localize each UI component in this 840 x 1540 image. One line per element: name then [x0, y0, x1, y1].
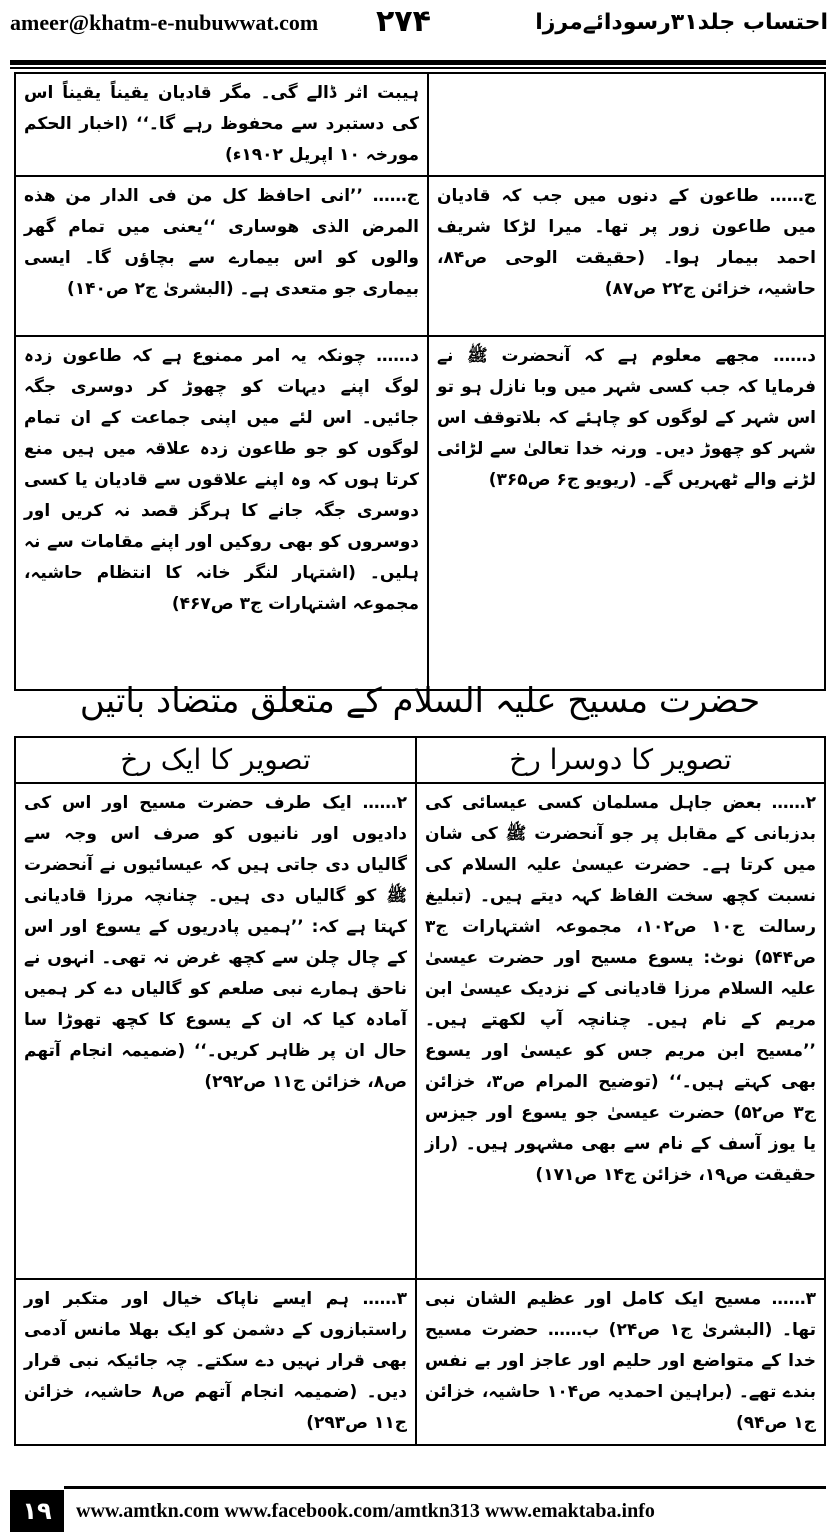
- column-header-right: تصویر کا ایک رخ: [15, 737, 416, 783]
- column-header-left: تصویر کا دوسرا رخ: [416, 737, 825, 783]
- table-cell-left: د…… مجھے معلوم ہے کہ آنحضرت ﷺ نے فرمایا کہ جب کسی شہر میں وبا نازل ہو تو اس شہر کے لوگوں کو چاہئے کہ بلاتوقف اس شہر کو چھوڑ دیں۔ ورنہ خدا تعالیٰ سے لڑائی لڑنے والے ٹھہریں گے۔ (ریویو ج۶ ص۳۶۵): [428, 336, 825, 690]
- table-row: [15, 1279, 825, 1445]
- footer-rule: [64, 1486, 826, 1489]
- table-header-row: [15, 737, 825, 783]
- table-cell-right: ج…… ’’انی احافظ کل من فی الدار من هذه المرض الذی هوساری ‘‘یعنی میں تمام گھر والوں کو اس بیمارے سے بچاؤں گا۔ ایسی بیماری جو متعدی ہے۔ (البشریٰ ج۲ ص۱۴۰): [15, 176, 428, 336]
- table-row: [15, 73, 825, 176]
- table-cell-left: ۲…… بعض جاہل مسلمان کسی عیسائی کی بدزبانی کے مقابل پر جو آنحضرت ﷺ کی شان میں کرتا ہے۔ حضرت عیسیٰ علیہ السلام کی نسبت کچھ سخت الفاظ کہہ دیتے ہیں۔ (تبلیغ رسالت ج۱۰ ص۱۰۲، مجموعہ اشتہارات ج۳ ص۵۴۴) نوٹ: یسوع مسیح اور حضرت عیسیٰ علیہ السلام مرزا قادیانی کے نزدیک عیسیٰ ابن مریم کے نام ہیں۔ چنانچہ آپ لکھتے ہیں۔ ’’مسیح ابن مریم جس کو عیسیٰ اور یسوع بھی کہتے ہیں۔‘‘ (توضیح المرام ص۳، خزائن ج۳ ص۵۲) حضرت عیسیٰ جو یسوع اور جیزس یا یوز آسف کے نام سے بھی مشہور ہیں۔ (راز حقیقت ص۱۹، خزائن ج۱۴ ص۱۷۱): [416, 783, 825, 1279]
- header-series-title: احتساب جلد۳۱رسودائےمرزا: [535, 10, 828, 35]
- table-cell-left: ۳…… مسیح ایک کامل اور عظیم الشان نبی تھا۔ (البشریٰ ج۱ ص۲۴) ب…… حضرت مسیح خدا کے متواضع اور حلیم اور عاجز اور بے نفس بندے تھے۔ (براہین احمدیہ ص۱۰۴ حاشیہ، خزائن ج۱ ص۹۴): [416, 1279, 825, 1445]
- table-cell-right: د…… چونکہ یہ امر ممنوع ہے کہ طاعون زدہ لوگ اپنے دیہات کو چھوڑ کر دوسری جگہ جائیں۔ اس لئے میں اپنی جماعت کے ان تمام لوگوں کو جو طاعون زدہ علاقہ میں ہیں منع کرتا ہوں کہ وہ اپنے علاقوں سے قادیان یا کسی دوسری جگہ جانے کا ہرگز قصد نہ کریں اور دوسروں کو بھی روکیں اور اپنے مقامات سے نہ ہلیں۔ (اشتہار لنگر خانہ کا انتظام حاشیہ، مجموعہ اشتہارات ج۳ ص۴۶۷): [15, 336, 428, 690]
- section-title: حضرت مسیح علیہ السلام کے متعلق متضاد باتیں: [79, 681, 761, 721]
- table-cell-left: [428, 73, 825, 176]
- table-cell-right: ۲…… ایک طرف حضرت مسیح اور اس کی دادیوں اور نانیوں کو صرف اس وجہ سے گالیاں دی جاتی ہیں کہ عیسائیوں نے آنحضرت ﷺ کو گالیاں دی ہیں۔ چنانچہ مرزا قادیانی کہتا ہے کہ: ’’ہمیں پادریوں کے یسوع اور اس کے چال چلن سے کچھ غرض نہ تھی۔ انہوں نے ناحق ہمارے نبی صلعم کو گالیاں دے کر ہمیں آمادہ کیا کہ ان کے یسوع کا کچھ تھوڑا سا حال ان پر ظاہر کریں۔‘‘ (ضمیمہ انجام آتھم ص۸، خزائن ج۱۱ ص۲۹۲): [15, 783, 416, 1279]
- page-header: [0, 0, 840, 62]
- header-page-number: ۲۷۴: [376, 4, 431, 39]
- footer-page-number: ۱۹: [10, 1490, 64, 1532]
- table-row: [15, 783, 825, 1279]
- header-rule-thick: [10, 60, 826, 65]
- footer-urls[interactable]: www.amtkn.com www.facebook.com/amtkn313 www.emaktaba.info: [76, 1500, 655, 1522]
- table-cell-right: ۳…… ہم ایسے ناپاک خیال اور متکبر اور راستبازوں کے دشمن کو ایک بھلا مانس آدمی بھی قرار نہیں دے سکتے۔ چہ جائیکہ نبی قرار دیں۔ (ضمیمہ انجام آتھم ص۸ حاشیہ، خزائن ج۱۱ ص۲۹۳): [15, 1279, 416, 1445]
- comparison-table-top: [14, 72, 826, 691]
- header-rule-thin: [10, 67, 826, 69]
- table-cell-right: ہیبت اثر ڈالے گی۔ مگر قادیان یقیناً یقیناً اس کی دستبرد سے محفوظ رہے گا۔‘‘ (اخبار الحکم مورخہ ۱۰ اپریل ۱۹۰۲ء): [15, 73, 428, 176]
- page-footer: [0, 1486, 840, 1540]
- table-cell-left: ج…… طاعون کے دنوں میں جب کہ قادیان میں طاعون زور پر تھا۔ میرا لڑکا شریف احمد بیمار ہوا۔ (حقیقت الوحی ص۸۴، حاشیہ، خزائن ج۲۲ ص۸۷): [428, 176, 825, 336]
- header-email[interactable]: ameer@khatm-e-nubuwwat.com: [10, 10, 319, 35]
- comparison-table-bottom: [14, 736, 826, 1446]
- table-row: [15, 336, 825, 690]
- table-row: [15, 176, 825, 336]
